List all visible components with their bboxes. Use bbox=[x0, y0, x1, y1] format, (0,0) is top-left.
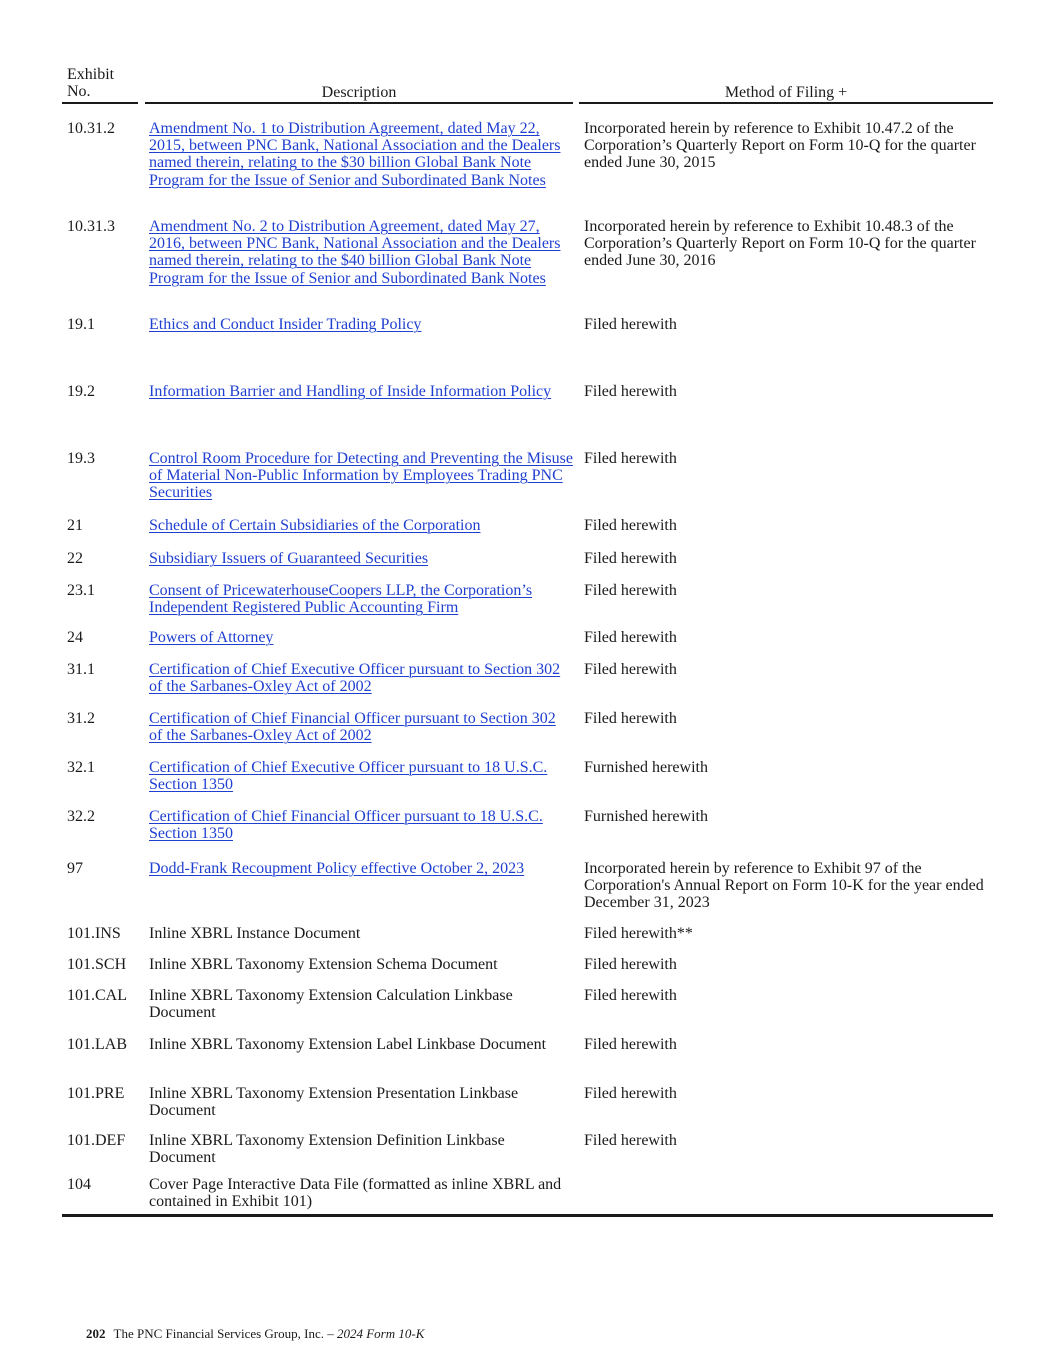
column-header-exhibit-line2: No. bbox=[67, 83, 91, 100]
column-header-method: Method of Filing + bbox=[724, 84, 848, 101]
exhibit-number: 97 bbox=[67, 860, 83, 877]
exhibit-number: 24 bbox=[67, 629, 83, 646]
filing-method: Filed herewith bbox=[584, 629, 677, 646]
exhibit-description bbox=[149, 550, 573, 567]
exhibit-number: 32.1 bbox=[67, 759, 95, 776]
exhibit-number: 10.31.3 bbox=[67, 218, 115, 235]
exhibit-link[interactable]: Powers of Attorney bbox=[149, 629, 274, 646]
exhibit-number: 104 bbox=[67, 1176, 91, 1193]
exhibit-link[interactable]: Certification of Chief Executive Officer pursuant to 18 U.S.C. Section 1350 bbox=[149, 759, 548, 794]
filing-method: Filed herewith** bbox=[584, 925, 693, 942]
exhibit-description bbox=[149, 218, 573, 287]
column-header-exhibit-no bbox=[67, 66, 139, 100]
exhibit-link[interactable]: Certification of Chief Executive Officer pursuant to Section 302 of the Sarbanes-Oxley Act of 2002 bbox=[149, 661, 561, 696]
exhibit-description bbox=[149, 661, 573, 695]
table-bottom-rule bbox=[62, 1214, 993, 1217]
exhibit-number: 10.31.2 bbox=[67, 120, 115, 137]
exhibit-number: 19.1 bbox=[67, 316, 95, 333]
exhibit-link[interactable]: Control Room Procedure for Detecting and Preventing the Misuse of Material Non-Public Information by Employees Trading PNC Securities bbox=[149, 450, 573, 502]
filing-method: Incorporated herein by reference to Exhibit 10.47.2 of the Corporation’s Quarterly Report on Form 10-Q for the quarter ended June 30, 2015 bbox=[584, 120, 976, 172]
filing-method: Filed herewith bbox=[584, 1036, 677, 1053]
exhibit-description bbox=[149, 517, 573, 534]
exhibit-number: 101.PRE bbox=[67, 1085, 125, 1102]
exhibit-description bbox=[149, 808, 573, 842]
exhibit-number: 101.CAL bbox=[67, 987, 127, 1004]
exhibit-description bbox=[149, 383, 573, 400]
exhibit-number: 23.1 bbox=[67, 582, 95, 599]
filing-method: Filed herewith bbox=[584, 710, 677, 727]
exhibit-number: 32.2 bbox=[67, 808, 95, 825]
footer-company: The PNC Financial Services Group, Inc. – bbox=[113, 1326, 334, 1341]
exhibit-description: Cover Page Interactive Data File (formatted as inline XBRL and contained in Exhibit 101) bbox=[149, 1176, 562, 1211]
exhibit-description: Inline XBRL Taxonomy Extension Presentation Linkbase Document bbox=[149, 1085, 519, 1120]
filing-method: Filed herewith bbox=[584, 956, 677, 973]
exhibit-number: 22 bbox=[67, 550, 83, 567]
exhibit-link[interactable]: Consent of PricewaterhouseCoopers LLP, the Corporation’s Independent Registered Public Accounting Firm bbox=[149, 582, 533, 617]
exhibit-number: 19.3 bbox=[67, 450, 95, 467]
exhibit-link[interactable]: Schedule of Certain Subsidiaries of the Corporation bbox=[149, 517, 481, 534]
exhibit-description bbox=[149, 582, 573, 616]
exhibit-link[interactable]: Subsidiary Issuers of Guaranteed Securities bbox=[149, 550, 429, 567]
exhibit-description: Inline XBRL Taxonomy Extension Calculation Linkbase Document bbox=[149, 987, 513, 1022]
filing-method: Filed herewith bbox=[584, 550, 677, 567]
filing-method: Incorporated herein by reference to Exhibit 10.48.3 of the Corporation’s Quarterly Report on Form 10-Q for the quarter ended June 30, 2016 bbox=[584, 218, 976, 270]
filing-method: Filed herewith bbox=[584, 383, 677, 400]
exhibit-number: 21 bbox=[67, 517, 83, 534]
exhibit-number: 101.SCH bbox=[67, 956, 127, 973]
exhibit-description bbox=[149, 710, 573, 744]
exhibit-description bbox=[149, 316, 573, 333]
exhibit-link[interactable]: Information Barrier and Handling of Inside Information Policy bbox=[149, 383, 552, 400]
exhibit-link[interactable]: Dodd-Frank Recoupment Policy effective October 2, 2023 bbox=[149, 860, 525, 877]
exhibit-number: 101.DEF bbox=[67, 1132, 126, 1149]
exhibit-description bbox=[149, 120, 573, 189]
filing-method: Filed herewith bbox=[584, 1085, 677, 1102]
filing-method: Furnished herewith bbox=[584, 759, 708, 776]
exhibit-number: 101.INS bbox=[67, 925, 121, 942]
exhibit-link[interactable]: Ethics and Conduct Insider Trading Policy bbox=[149, 316, 422, 333]
exhibit-description bbox=[149, 450, 573, 502]
filing-method: Filed herewith bbox=[584, 1132, 677, 1149]
filing-method: Filed herewith bbox=[584, 987, 677, 1004]
exhibit-description: Inline XBRL Taxonomy Extension Schema Document bbox=[149, 956, 498, 973]
exhibit-link[interactable]: Certification of Chief Financial Officer pursuant to 18 U.S.C. Section 1350 bbox=[149, 808, 543, 843]
filing-method: Filed herewith bbox=[584, 661, 677, 678]
exhibit-description: Inline XBRL Instance Document bbox=[149, 925, 361, 942]
exhibit-number: 101.LAB bbox=[67, 1036, 127, 1053]
filing-method: Filed herewith bbox=[584, 582, 677, 599]
footer-form: 2024 Form 10-K bbox=[336, 1326, 425, 1341]
exhibit-link[interactable]: Certification of Chief Financial Officer pursuant to Section 302 of the Sarbanes-Oxley Act of 2002 bbox=[149, 710, 556, 745]
exhibit-number: 31.2 bbox=[67, 710, 95, 727]
exhibit-number: 19.2 bbox=[67, 383, 95, 400]
header-divider-exhibit bbox=[62, 102, 138, 104]
filing-method: Incorporated herein by reference to Exhibit 97 of the Corporation's Annual Report on Form 10-K for the year ended December 31, 2023 bbox=[584, 860, 984, 912]
exhibit-description bbox=[149, 860, 573, 877]
exhibit-link[interactable]: Amendment No. 1 to Distribution Agreement, dated May 22, 2015, between PNC Bank, National Association and the Dealers named therein, relating to the $30 billion Global Bank Note Program for the Issue of Senior and Subordinated Bank Notes bbox=[149, 120, 561, 189]
page-number: 202 bbox=[86, 1326, 106, 1341]
exhibit-link[interactable]: Amendment No. 2 to Distribution Agreement, dated May 27, 2016, between PNC Bank, National Association and the Dealers named therein, relating to the $40 billion Global Bank Note Program for the Issue of Senior and Subordinated Bank Notes bbox=[149, 218, 561, 287]
page-footer bbox=[86, 1326, 424, 1342]
exhibit-number: 31.1 bbox=[67, 661, 95, 678]
exhibit-description bbox=[149, 759, 573, 793]
exhibit-description bbox=[149, 629, 573, 646]
header-divider-description bbox=[145, 102, 573, 104]
filing-method: Furnished herewith bbox=[584, 808, 708, 825]
column-header-description: Description bbox=[321, 84, 397, 101]
exhibit-description: Inline XBRL Taxonomy Extension Label Linkbase Document bbox=[149, 1036, 547, 1053]
filing-method: Filed herewith bbox=[584, 450, 677, 467]
column-header-exhibit-line1: Exhibit bbox=[67, 66, 115, 83]
filing-method: Filed herewith bbox=[584, 316, 677, 333]
exhibit-description: Inline XBRL Taxonomy Extension Definition Linkbase Document bbox=[149, 1132, 505, 1167]
header-divider-method bbox=[579, 102, 993, 104]
filing-method: Filed herewith bbox=[584, 517, 677, 534]
